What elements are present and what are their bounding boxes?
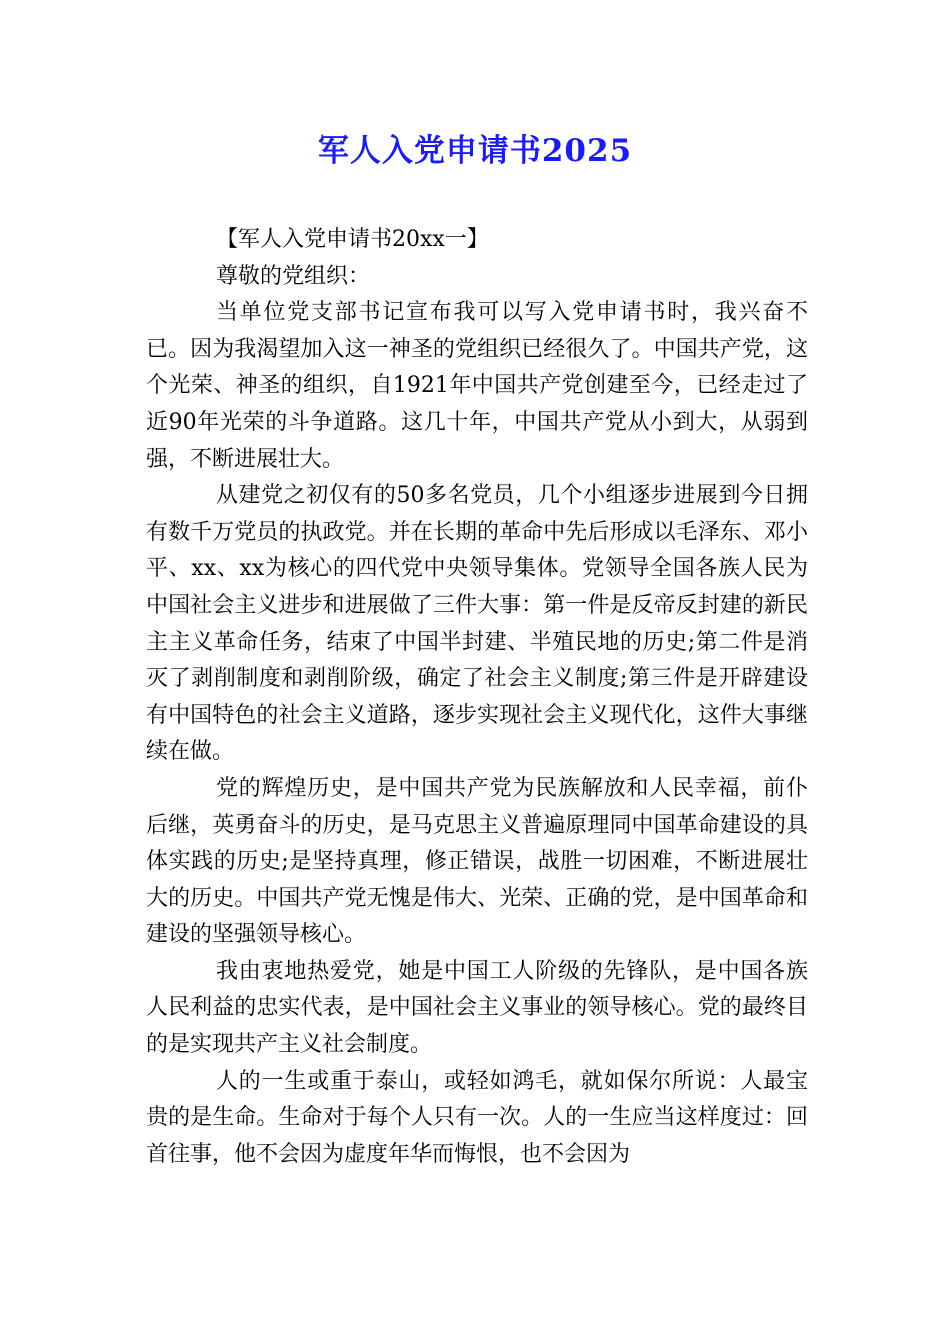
paragraph: 从建党之初仅有的50多名党员，几个小组逐步进展到今日拥有数千万党员的执政党。并在长期的革命中先后形成以毛泽东、邓小平、xx、xx为核心的四代党中央领导集体。党领导全国各族人民为中国社会主义进步和进展做了三件大事：第一件是反帝反封建的新民主主义革命任务，结束了中国半封建、半殖民地的历史;第二件是消灭了剥削制度和剥削阶级，确定了社会主义制度;第三件是开辟建设有中国特色的社会主义道路，逐步实现社会主义现代化，这件大事继续在做。 [146,483,808,765]
document-body [146,222,808,1173]
document-title: 军人入党申请书2025 [317,133,633,169]
paragraph-salutation: 尊敬的党组织： [216,263,371,289]
paragraph: 党的辉煌历史，是中国共产党为民族解放和人民幸福，前仆后继，英勇奋斗的历史，是马克思主义普遍原理同中国革命建设的具体实践的历史;是坚持真理，修正错误，战胜一切困难，不断进展壮大的历史。中国共产党无愧是伟大、光荣、正确的党，是中国革命和建设的坚强领导核心。 [146,775,808,948]
paragraph: 人的一生或重于泰山，或轻如鸿毛，就如保尔所说：人最宝贵的是生命。生命对于每个人只有一次。人的一生应当这样度过：回首往事，他不会因为虚度年华而悔恨，也不会因为 [146,1068,808,1167]
paragraph: 当单位党支部书记宣布我可以写入党申请书时，我兴奋不已。因为我渴望加入这一神圣的党组织已经很久了。中国共产党，这个光荣、神圣的组织，自1921年中国共产党创建至今，已经走过了近90年光荣的斗争道路。这几十年，中国共产党从小到大，从弱到强，不断进展壮大。 [146,300,808,472]
paragraph: 我由衷地热爱党，她是中国工人阶级的先锋队，是中国各族人民利益的忠实代表，是中国社会主义事业的领导核心。党的最终目的是实现共产主义社会制度。 [146,958,808,1058]
paragraph-heading: 【军人入党申请书20xx一】 [216,227,489,252]
